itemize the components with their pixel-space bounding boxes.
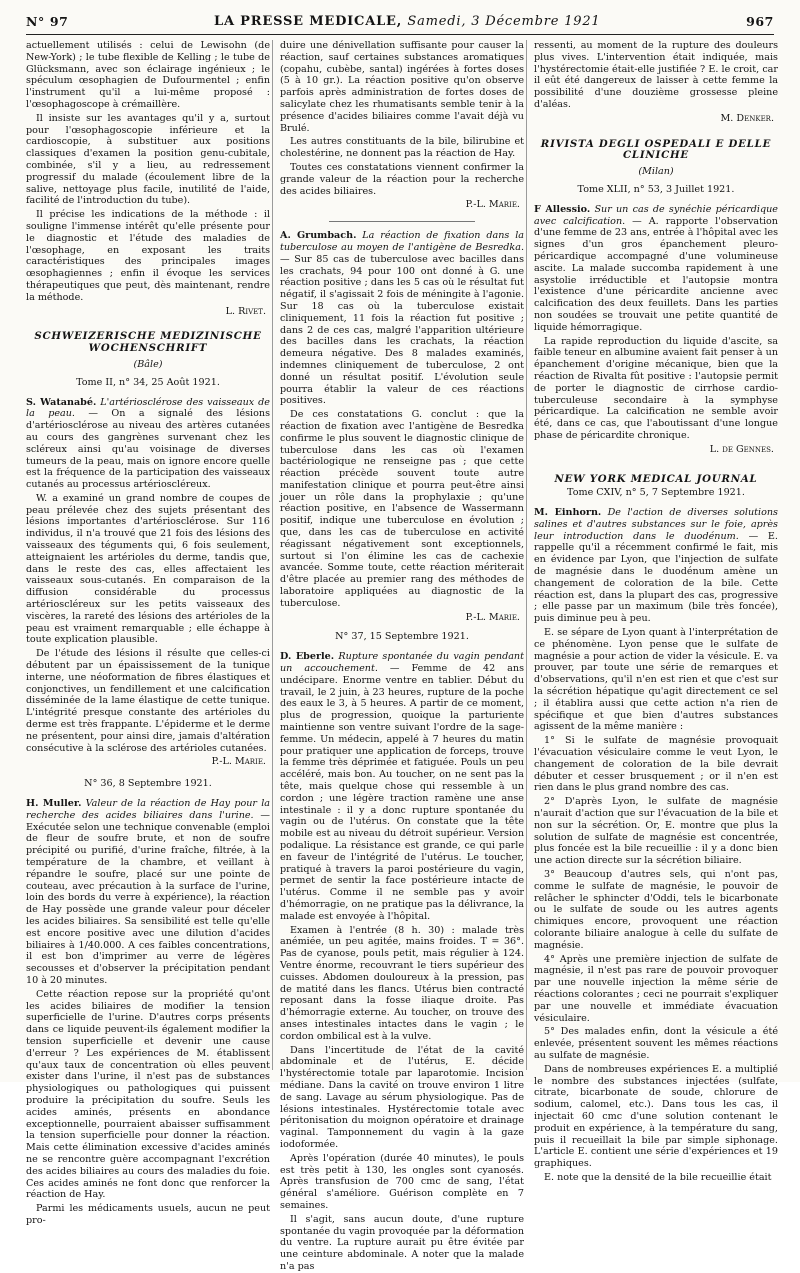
paragraph: ressenti, au moment de la rupture des douleurs plus vives. L'intervention était indiquée, mais l'hystérectomie était-elle justifiée ? E. le croit, car il eût été dangereux de laisser à cette femme la possibilité d'une douzième grossesse pleine d'aléas. [534,40,778,110]
paragraph: Parmi les médicaments usuels, aucun ne peut pro- [26,1203,270,1226]
article [534,507,778,625]
article-text: — Sur 85 cas de tuberculose avec bacilles dans les crachats, 94 pour 100 ont donné à G. une réaction positive ; dans les 5 cas où le résultat fut négatif, il s'agissait 2 fois de méningite à l'agonie. Sur 18 cas où la tuberculose existait cliniquement, 11 fois la réaction fut positive ; dans 2 de ces cas, malgré l'apparition ultérieure des bacilles dans les crachats, la réaction demeura négative. Des 8 malades examinés, indemnes cliniquement de tuberculose, 2 ont donné un résultat positif. L'évolution seule pourra établir la valeur de ces réactions positives. [280,253,524,407]
author-signature: P.-L. Marie. [211,756,266,768]
article-title: La réaction de fixation dans la tuberculose au moyen de l'antigène de Besredka. [280,230,524,253]
article-author: D. Eberle. [280,651,335,663]
author-signature: P.-L. Marie. [465,611,520,623]
article [26,397,270,491]
column-1 [26,40,270,1226]
issue-number: N° 97 [26,13,69,29]
article-author: M. Einhorn. [534,507,602,519]
issue-date: Samedi, 3 Décembre 1921 [407,13,601,29]
journal-issue-date: Tome II, n° 34, 25 Août 1921. [76,376,220,388]
paragraph: Cette réaction repose sur la propriété qu'ont les acides biliaires de modifier la tension superficielle de l'urine. D'autres corps présents dans ce liquide peuvent-ils également modifier la tension superficielle et devenir une cause d'erreur ? Les expériences de M. établissent qu'aux taux de concentration où elles peuvent exister dans l'urine, il n'est pas de substances physiologiques ou pathologiques qui puissent produire la précipitation du soufre. Seuls les acides aminés, présents en abondance exceptionnelle, pourraient abaisser suffisamment la tension superficielle pour donner la réaction. Mais cette élimination excessive d'acides aminés ne se rencontre guère accompagnant l'excrétion des acides biliaires au cours des maladies du foie. Ces acides aminés ne font donc que renforcer la réaction de Hay. [26,988,270,1201]
author-signature: M. Denker. [720,112,774,124]
journal-section-title: NEW YORK MEDICAL JOURNAL [554,472,758,485]
article-author: H. Muller. [26,798,82,810]
column-divider [526,40,527,1070]
article-title: Rupture spontanée du vagin pendant un accouchement. [280,651,524,675]
paragraph: Il insiste sur les avantages qu'il y a, surtout pour l'œsophagoscopie inférieure et la cardioscopie, à substituer aux positions classiques d'examen la position genu-cubitale, combinée, s'il y a lieu, au redressement progressif du malade (écoulement libre de la salive, nettoyage plus facile, inutilité de l'aide, facilité de l'introduction du tube). [26,112,270,207]
column-3 [534,40,779,1183]
page-number: 967 [746,13,774,29]
paragraph: E. se sépare de Lyon quant à l'interprétation de ce phénomène. Lyon pense que le sulfate de magnésie a pour action de vider la vésicule. E. va prouver, par toute une série de remarques et d'observations, qu'il n'en est rien et que c'est sur la sécrétion hépatique qu'agit directement ce sel ; il établira aussi que cette action n'a rien de spécifique et que bien d'autres substances agissent de la même manière : [534,627,778,733]
article [280,230,524,407]
article-title: Valeur de la réaction de Hay pour la recherche des acides biliaires dans l'urine. [26,798,270,821]
section-divider [329,221,475,222]
journal-issue-date: Tome CXIV, n° 5, 7 Septembre 1921. [567,487,745,499]
journal-city: (Bâle) [133,358,163,370]
column-2 [280,40,524,1272]
issue-subheading: N° 36, 8 Septembre 1921. [84,778,212,790]
paragraph: 5° Des malades enfin, dont la vésicule a été enlevée, présentent souvent les mêmes réactions au sulfate de magnésie. [534,1026,778,1061]
paragraph: Dans de nombreuses expériences E. a multiplié le nombre des substances injectées (sulfate, citrate, bicarbonate de soude, chlorure de sodium, calomel, etc.). Dans tous les cas, il injectait 60 cmc d'une solution contenant le produit en expérience, à la température du sang, puis il recueillait la bile par simple siphonage. L'article E. contient une série d'expériences et 19 graphiques. [534,1063,778,1170]
article [26,798,270,987]
paragraph: De ces constatations G. conclut : que la réaction de fixation avec l'antigène de Besredka confirme le plus souvent le diagnostic clinique de tuberculose dans les cas où l'examen bactériologique ne renseigne pas ; que cette réaction précède souvent toute autre manifestation clinique et pourra peut-être ainsi jouer un rôle dans la prophylaxie ; qu'une réaction positive, en l'absence de Wassermann positif, indique une tuberculose en évolution ; que, dans les cas de tuberculose en activité réagissant négativement sont exceptionnels, surtout si l'on élimine les cas de cachexie avancée. Somme toute, cette réaction mériterait d'être placée au premier rang des méthodes de laboratoire appliquées au diagnostic de la tuberculose. [280,409,524,609]
journal-section-title: RIVISTA DEGLI OSPEDALI E DELLE CLINICHE [540,137,772,162]
page-header [26,10,774,32]
paragraph: Dans l'incertitude de l'état de la cavité abdominale et de l'utérus, E. décide l'hystérectomie totale par laparotomie. Incision médiane. Dans la cavité on trouve environ 1 litre de sang. Lavage au sérum physiologique. Pas de lésions intestinales. Hystérectomie totale avec péritonisation du moignon opératoire et drainage vaginal. Tamponnement du vagin à la gaze iodoformée. [280,1044,524,1150]
article-text: — Exécutée selon une technique convenable (emploi de fleur de soufre brute, et non de soufre précipité ou purifié, d'urine fraîche, filtrée, à la température de la chambre, et veillant à répandre le soufre, placé sur une pointe de couteau, avec précaution à la surface de l'urine, loin des bords du verre à expérience), la réaction de Hay possède une grande valeur pour déceler les acides biliaires. Sa sensibilité est telle qu'elle est encore positive avec une dilution d'acides biliaires à 1/40.000. A ces faibles concentrations, il est bon d'imprimer au verre de légères secousses et d'observer la précipitation pendant 10 à 20 minutes. [26,809,270,986]
article-author: S. Watanabé. [26,396,97,408]
journal-name: LA PRESSE MEDICALE, [214,13,403,29]
header-rule [26,34,774,35]
article-title: L'artériosclérose des vaisseaux de la peau. [26,396,270,420]
paragraph: 3° Beaucoup d'autres sels, qui n'ont pas, comme le sulfate de magnésie, le pouvoir de relâcher le sphincter d'Oddi, tels le bicarbonate ou le sulfate de soude ou les autres agents chimiques encore, provoquent une réaction colorante biliaire analogue à celle du sulfate de magnésie. [534,869,778,951]
author-signature: L. de Gennes. [709,443,774,455]
paragraph: Il précise les indications de la méthode : il souligne l'immense intérêt qu'elle présente pour le diagnostic et l'étude des maladies de l'œsophage, en exposant les traits caractéristiques des principales images œsophagiennes ; enfin il évoque les services thérapeutiques que peut, dès maintenant, rendre la méthode. [26,209,270,303]
journal-section-title: SCHWEIZERISCHE MEDIZINISCHE WOCHENSCHRIFT [34,330,262,355]
paragraph: De l'étude des lésions il résulte que celles-ci débutent par un épaississement de la tunique interne, une néoformation de fibres élastiques et conjonctives, un fendillement et une calcification disséminée de la lame élastique de cette tunique. L'intégrité presque constante des artérioles du derme est très frappante. L'épiderme et le derme ne présentent, pour ainsi dire, jamais d'altération consécutive à la sclérose des artérioles cutanées. [26,648,270,754]
article-text: — Femme de 42 ans undécipare. Enorme ventre en tablier. Début du travail, le 2 juin, à 23 heures, rupture de la poche des eaux le 3, à 5 heures. A partir de ce moment, plus de progression, quoique la parturiente maintienne son ventre suivant l'ordre de la sage-femme. Un médecin, appelé à 7 heures du matin pour pratiquer une application de forceps, trouve la femme très déprimée et fatiguée. Pouls un peu accéléré, mais bon. Au toucher, on ne sent pas la tête, mais quelque chose qui ressemble à un cordon ; une légère traction ramène une anse intestinale : il y a donc rupture spontanée du vagin ou de l'utérus. On constate que la tête mobile est au niveau du détroit supérieur. Version podalique. La résistance est grande, ce qui parle en faveur de l'intégrité de l'utérus. Le toucher, pratiqué à travers la paroi postérieure du vagin, permet de sentir la face postérieure intacte de l'utérus. Comme il ne semble pas y avoir d'hémorragie, on ne pratique pas la délivrance, la malade est envoyée à l'hôpital. [280,663,524,922]
article-text: — On a signalé des lésions d'artériosclérose au niveau des artères cutanées au cours des gangrènes survenant chez les scléreux ainsi qu'au voisinage de diverses tumeurs de la peau, mais on ignore encore quelle est la fréquence de la participation des vaisseaux cutanés au processus artérioscléreux. [26,408,270,491]
paragraph: 1° Si le sulfate de magnésie provoquait l'évacuation vésiculaire comme le veut Lyon, le changement de coloration de la bile devrait débuter et cesser brusquement ; or il n'en est rien dans le plus grand nombre des cas. [534,735,778,794]
author-signature: L. Rivet. [225,305,266,317]
article-text: — A. rapporte l'observation d'une femme de 23 ans, entrée à l'hôpital avec les signes d'un gros épanchement pleuro-péricardique accompagné d'une volumineuse ascite. La malade succomba rapidement à une asystolie irréductible et l'autopsie montra l'existence d'une péricardite ancienne avec calcification des deux feuillets. Dans les parties non soudées se trouvait une petite quantité de liquide hémorragique. [534,215,779,333]
paragraph: 4° Après une première injection de sulfate de magnésie, il n'est pas rare de pouvoir provoquer par une nouvelle injection la même série de réactions colorantes ; ceci ne pourrait s'expliquer par une nouvelle et immédiate évacuation vésiculaire. [534,953,778,1024]
paragraph: W. a examiné un grand nombre de coupes de peau prélevée chez des sujets présentant des lésions importantes d'artériosclérose. Sur 116 individus, il n'a trouvé que 21 fois des lésions des vaisseaux des téguments qui, 6 fois seulement, atteignaient les artérioles du derme, tandis que, dans le reste des cas, elles affectaient les vaisseaux sous-cutanés. En comparaison de la diffusion considérable du processus artérioscléreux sur les petits vaisseaux des viscères, la rareté des lésions des artérioles de la peau est vraiment remarquable ; elle échappe à toute explication plausible. [26,492,270,646]
paragraph: Examen à l'entrée (8 h. 30) : malade très anémiée, un peu agitée, mains froides. T = 36°. Pas de cyanose, pouls petit, mais régulier à 124. Ventre énorme, recouvrant le tiers supérieur des cuisses. Abdomen douloureux à la pression, pas de matité dans les flancs. Utérus bien contracté reposant dans la fosse iliaque droite. Pas d'hémorragie externe. Au toucher, on trouve des anses intestinales intactes dans le vagin ; le cordon ombilical est à la vulve. [280,924,524,1042]
author-signature: P.-L. Marie. [465,199,520,211]
article-author: F Allessio. [534,203,591,215]
paragraph: E. note que la densité de la bile recueillie était [544,1171,772,1183]
journal-city: (Milan) [638,166,674,178]
paragraph: 2° D'après Lyon, le sulfate de magnésie n'aurait d'action que sur l'évacuation de la bile et non sur la sécrétion. Or, E. montre que plus la solution de sulfate de magnésie est concentrée, plus foncée est la bile recueillie : il y a donc bien une action directe sur la sécrétion biliaire. [534,796,778,867]
article [534,204,778,334]
paragraph: Il s'agit, sans aucun doute, d'une rupture spontanée du vagin provoquée par la déformation du ventre. La rupture aurait pu être évitée par une ceinture abdominale. A noter que la malade n'a pas [280,1213,524,1272]
article [280,651,524,922]
paragraph: actuellement utilisés : celui de Lewisohn (de New-York) ; le tube flexible de Kelling ; le tube de Glücksmann, avec son éclairage ingénieux ; le spéculum œsophagien de Dufourmentel ; enfin l'instrument qu'il a lui-même proposé : l'œsophagoscope à crémaillère. [26,40,270,110]
article-author: A. Grumbach. [280,230,357,242]
journal-issue-date: Tome XLII, n° 53, 3 Juillet 1921. [577,183,735,195]
issue-subheading: N° 37, 15 Septembre 1921. [335,631,469,643]
running-title [214,14,600,29]
paragraph: Toutes ces constatations viennent confirmer la grande valeur de la réaction pour la recherche des acides biliaires. [280,161,524,197]
paragraph: Après l'opération (durée 40 minutes), le pouls est très petit à 130, les ongles sont cyanosés. Après transfusion de 700 cmc de sang, l'état général s'améliore. Guérison complète en 7 semaines. [280,1152,524,1211]
article-title: De l'action de diverses solutions salines et d'autres substances sur le foie, après leur introduction dans le duodénum. [534,507,778,542]
article-title: Sur un cas de synéchie péricardique avec calcification. [534,203,778,227]
paragraph: duire une dénivellation suffisante pour causer la réaction, sauf certaines substances aromatiques (copahu, cubèbe, santal) ingérées à fortes doses (5 à 10 gr.). La réaction positive qu'on observe parfois après administration de fortes doses de salicylate chez les rhumatisants semble tenir à la présence d'acides biliaires comme l'avait déjà vu Brulé. [280,40,524,134]
paragraph: Les autres constituants de la bile, bilirubine et cholestérine, ne donnent pas la réaction de Hay. [280,136,524,160]
column-divider [272,40,273,1070]
article-text: — E. rappelle qu'il a récemment confirmé le fait, mis en évidence par Lyon, que l'injection de sulfate de magnésie dans le duodénum amène un changement de coloration de la bile. Cette réaction est, dans la plupart des cas, progressive ; elle passe par un maximum (bile très foncée), puis diminue peu à peu. [534,530,778,625]
paragraph: La rapide reproduction du liquide d'ascite, sa faible teneur en albumine avaient fait penser à un épanchement d'origine mécanique, bien que la réaction de Rivalta fût positive : l'autopsie permit de porter le diagnostic de cirrhose cardio-tuberculeuse secondaire à la symphyse péricardique. La calcification ne semble avoir été, dans ce cas, que l'aboutissant d'une longue phase de péricardite chronique. [534,335,778,441]
